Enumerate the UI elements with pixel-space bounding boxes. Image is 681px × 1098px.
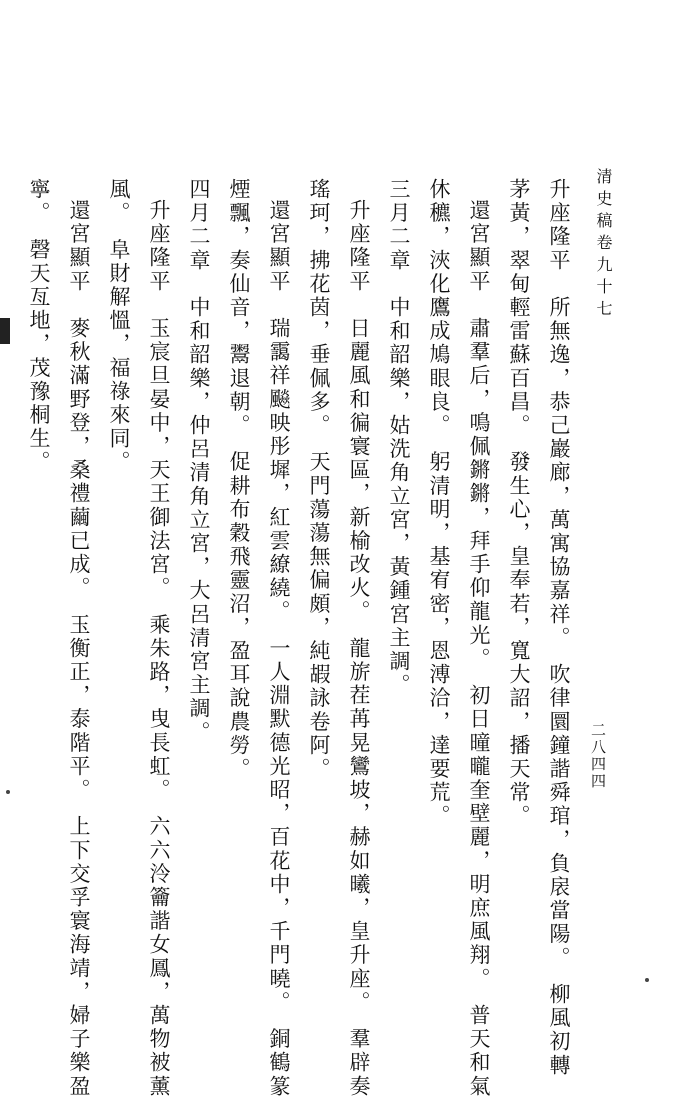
scan-speck bbox=[6, 790, 10, 794]
text-column: 升座隆平 所無逸，恭己巖廊，萬寓協嘉祥。 吹律圜鐘諧舜琯，負扆當陽。 柳風初轉 bbox=[547, 178, 571, 1078]
section-heading: 三月二章 中和韶樂，姑洗角立宮，黃鍾宮主調。 bbox=[387, 178, 411, 698]
text-column: 還宮顯平 麥秋滿野登，桑禮繭已成。 玉衡正，泰階平。 上下交孚寰海靖，婦子樂盈 bbox=[67, 199, 91, 1098]
text-column: 風。 阜財解慍，福祿來同。 bbox=[107, 178, 131, 475]
page-number: 二八四四 bbox=[589, 722, 607, 790]
text-column: 休穮，浹化鷹成鳩眼良。 躬清明，基宥密，恩溥洽，達要荒。 bbox=[427, 178, 451, 829]
scan-speck bbox=[645, 978, 649, 982]
binding-mark bbox=[0, 318, 10, 344]
text-column: 瑤珂，拂花茵，垂佩多。 天門蕩蕩無偏頗，純嘏詠卷阿。 bbox=[307, 178, 331, 782]
text-column: 寧。 磬天亙地，茂豫桐生。 bbox=[27, 178, 51, 475]
text-column: 茅黃，翠甸輕雷蘇百昌。 發生心，皇奉若，寬大詔，播天常。 bbox=[507, 178, 531, 829]
text-column: 煙飄，奏仙音，鬻退朝。 促耕布穀飛靈沼，盈耳說農勞。 bbox=[227, 178, 251, 782]
section-heading: 四月二章 中和韶樂，仲呂清角立宮，大呂清宮主調。 bbox=[187, 178, 211, 745]
text-column: 升座隆平 日麗風和徧寰區，新榆改火。 龍旂茬苒晃鸞坡，赫如曦，皇升座。 羣辟奏 bbox=[347, 199, 371, 1098]
text-column: 還宮顯平 瑞靄祥飈映彤墀，紅雲繚繞。 一人淵默德光昭，百花中，千門曉。 銅鶴篆 bbox=[267, 199, 291, 1098]
text-column: 升座隆平 玉宸旦晏中，天王御法宮。 乘朱路，曳長虹。 六六泠籥諧女鳳，萬物被薰 bbox=[147, 199, 171, 1098]
running-title: 清史稿卷九十七 bbox=[594, 168, 613, 322]
text-column: 還宮顯平 肅羣后，鳴佩鏘鏘，拜手仰龍光。 初日曈曨奎壁麗，明庶風翔。 普天和氣 bbox=[467, 199, 491, 1098]
